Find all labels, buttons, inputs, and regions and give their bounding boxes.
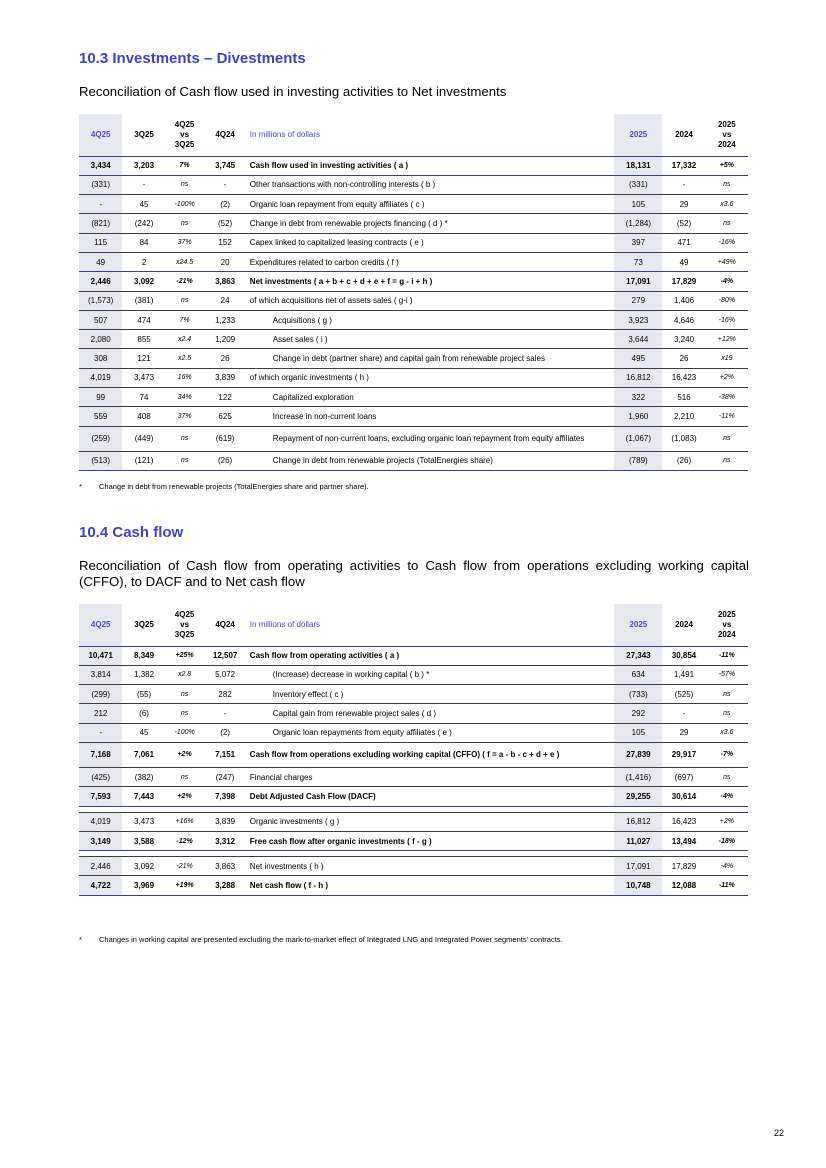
cell-value: 24 (220, 296, 230, 306)
cell-value: (52) (217, 219, 233, 229)
cell-value: 4,646 (674, 315, 695, 325)
cell-value: 37% (177, 239, 192, 247)
cell-value: 507 (79, 310, 122, 329)
table-header (79, 114, 748, 156)
table-row (79, 407, 748, 426)
cell-value: -11% (718, 882, 735, 890)
cell-value: (449) (134, 434, 154, 444)
cell-value: 5,072 (215, 670, 236, 680)
cell-value: 1,233 (215, 315, 236, 325)
cell-value: (242) (134, 219, 154, 229)
cell-value: 3,312 (215, 836, 236, 846)
cell-value: (1,067) (614, 426, 662, 451)
cell-value: -80% (718, 297, 736, 305)
cell-value: 27,343 (614, 646, 662, 665)
cell-value: (697) (674, 772, 694, 782)
cell-value: 3,149 (79, 831, 122, 850)
row-label: Capex linked to capitalized leasing contracts ( e ) (249, 238, 424, 248)
cell-value: - (223, 709, 227, 719)
cell-value: 3,644 (614, 330, 662, 349)
cell-value: -11% (718, 652, 735, 660)
cell-value: 1,491 (674, 670, 695, 680)
cell-value: 12,507 (212, 651, 238, 661)
table-row (79, 349, 748, 368)
cell-value: x2.5 (177, 355, 192, 363)
cell-value: 3,863 (215, 861, 236, 871)
header-4q25-vs-3q25: 4Q25 vs 3Q25 (174, 609, 195, 639)
cell-value: 16,812 (614, 368, 662, 387)
cell-value: (1,284) (614, 214, 662, 233)
cell-value: 11,027 (614, 831, 662, 850)
cell-value: - (79, 195, 122, 214)
cell-value: 3,473 (134, 373, 155, 383)
cell-value: -21% (176, 862, 193, 870)
cell-value: ns (180, 457, 189, 465)
cell-value: (733) (614, 685, 662, 704)
cell-value: 2,446 (79, 857, 122, 876)
cell-value: 397 (614, 233, 662, 252)
cell-value: 7% (179, 162, 190, 170)
cell-value: 37% (177, 413, 192, 420)
cell-value: -16% (718, 239, 736, 247)
header-4q25-vs-3q25: 4Q25 vs 3Q25 (174, 119, 195, 149)
cell-value: ns (723, 690, 731, 698)
cell-value: 74 (139, 392, 149, 402)
row-label: Expenditures related to carbon credits ( f ) (249, 257, 399, 267)
cell-value: 29,917 (671, 750, 697, 760)
cell-value: 3,839 (215, 373, 236, 383)
cell-value: 3,969 (134, 881, 155, 891)
table-row (79, 451, 748, 470)
cell-value: ns (723, 773, 731, 781)
cell-value: 516 (677, 392, 691, 402)
cell-value: 3,814 (79, 665, 122, 684)
cell-value: 7,151 (215, 750, 236, 760)
row-label: Capital gain from renewable project sales ( d ) (272, 709, 436, 719)
cell-value: ns (723, 435, 731, 443)
cell-value: 17,091 (614, 857, 662, 876)
cell-value: 279 (614, 291, 662, 310)
section-title-investments: 10.3 Investments – Divestments (79, 50, 306, 67)
cell-value: -16% (718, 316, 736, 324)
cell-value: 49 (679, 257, 689, 267)
table-row (79, 646, 748, 665)
cell-value: - (142, 180, 146, 190)
row-label: Repayment of non-current loans, excluding organic loan repayment from equity affiliates (272, 433, 585, 443)
cell-value: (382) (134, 772, 154, 782)
cell-value: 105 (614, 723, 662, 742)
table-row (79, 156, 748, 175)
cell-value: 34% (177, 393, 192, 401)
cell-value: +16% (175, 818, 194, 826)
cell-value: x24.5 (176, 258, 194, 266)
cell-value: ns (180, 773, 189, 781)
cell-value: 7,398 (215, 791, 236, 801)
cell-value: (513) (79, 451, 122, 470)
cell-value: 282 (218, 689, 232, 699)
cell-value: x3.6 (720, 729, 734, 737)
cell-value: 495 (614, 349, 662, 368)
row-label: Capitalized exploration (272, 392, 354, 402)
cash-flow-table (79, 604, 748, 896)
cell-value: 17,829 (671, 861, 697, 871)
cell-value: +2% (177, 792, 192, 800)
cell-value: (299) (79, 685, 122, 704)
cell-value: - (223, 180, 227, 190)
table-row (79, 388, 748, 407)
cell-value: x2.4 (177, 335, 192, 343)
cell-value: 7,593 (79, 787, 122, 806)
cell-value: ns (723, 457, 731, 465)
footnote-cash-flow: * Changes in working capital are presented excluding the mark-to-market effect of Integrated LNG and Integrated Power segments' contracts. (79, 935, 563, 944)
cell-value: 3,473 (134, 817, 155, 827)
table-row (79, 685, 748, 704)
header-2024: 2024 (675, 619, 693, 629)
table-row (79, 831, 748, 850)
cell-value: (2) (220, 199, 230, 209)
table-row (79, 767, 748, 786)
cell-value: 10,471 (79, 646, 122, 665)
row-label: Cash flow from operations excluding working capital (CFFO) ( f = a - b - c + d + e ) (249, 749, 560, 759)
cell-value: ns (723, 220, 731, 228)
cell-value: 73 (614, 252, 662, 271)
cell-value: 308 (79, 349, 122, 368)
cell-value: 16,423 (671, 373, 697, 383)
cell-value: 3,092 (134, 276, 155, 286)
cell-value: 26 (679, 354, 689, 364)
cell-value: ns (180, 435, 189, 443)
cell-value: (247) (215, 772, 235, 782)
cell-value: 12,088 (671, 881, 697, 891)
cell-value: 84 (139, 238, 149, 248)
row-label: Organic loan repayments from equity affiliates ( e ) (272, 728, 452, 738)
cell-value: 7,061 (134, 750, 155, 760)
cell-value: ns (180, 690, 189, 698)
cell-value: 49 (79, 252, 122, 271)
table-row (79, 876, 748, 895)
cell-value: 16,812 (614, 812, 662, 831)
cell-value: 17,091 (614, 272, 662, 291)
cell-value: 1,960 (614, 407, 662, 426)
cell-value: (381) (134, 296, 154, 306)
cell-value: 625 (218, 412, 232, 421)
row-label: Net investments ( h ) (249, 861, 324, 871)
cell-value: +2% (719, 818, 734, 826)
cell-value: 3,839 (215, 817, 236, 827)
cell-value: -7% (720, 751, 734, 759)
row-label: Asset sales ( i ) (272, 334, 328, 344)
cell-value: 121 (137, 354, 151, 364)
cell-value: (331) (614, 175, 662, 194)
cell-value: (331) (79, 175, 122, 194)
cell-value: (1,573) (79, 291, 122, 310)
cell-value: x2.8 (177, 671, 192, 679)
cell-value: ns (180, 220, 189, 228)
table-row (79, 665, 748, 684)
row-label: of which acquisitions net of assets sales ( g-i ) (249, 296, 413, 306)
cell-value: 4,019 (79, 368, 122, 387)
table-row (79, 272, 748, 291)
cell-value: 30,614 (671, 791, 697, 801)
cell-value: 408 (137, 412, 151, 421)
cell-value: +2% (719, 374, 734, 382)
row-label: Change in debt from renewable projects financing ( d ) * (249, 219, 448, 229)
header-4q25: 4Q25 (79, 604, 122, 646)
cell-value: 99 (79, 388, 122, 407)
cell-value: (26) (676, 456, 692, 466)
cell-value: x3.6 (720, 200, 734, 208)
cell-value: (259) (79, 426, 122, 451)
table-row (79, 787, 748, 806)
investments-table (79, 114, 748, 471)
row-label: Net cash flow ( f - h ) (249, 881, 329, 891)
table-row (79, 812, 748, 831)
header-2024: 2024 (675, 129, 693, 139)
cell-value: 2 (141, 257, 147, 267)
cell-value: 29 (679, 199, 689, 209)
header-4q24: 4Q24 (215, 619, 235, 629)
cell-value: 3,288 (215, 881, 236, 891)
cell-value: -57% (718, 671, 736, 679)
cell-value: - (682, 709, 686, 719)
cell-value: ns (723, 181, 731, 189)
cell-value: 3,923 (614, 310, 662, 329)
cell-value: (425) (79, 767, 122, 786)
cell-value: 16% (177, 374, 192, 382)
cell-value: 27,839 (614, 742, 662, 767)
cell-value: 13,494 (671, 836, 697, 846)
cell-value: 105 (614, 195, 662, 214)
cell-value: ns (180, 181, 189, 189)
cell-value: 16,423 (671, 817, 697, 827)
table-row (79, 426, 748, 451)
cell-value: 122 (218, 392, 232, 402)
cell-value: x19 (721, 355, 733, 363)
cell-value: 3,203 (134, 161, 155, 171)
header-3q25: 3Q25 (134, 129, 154, 139)
cell-value: 855 (137, 334, 151, 344)
cell-value: 115 (79, 233, 122, 252)
cell-value: 1,209 (215, 334, 236, 344)
cell-value: 1,406 (674, 296, 695, 306)
cell-value: 20 (220, 257, 230, 267)
cell-value: (2) (220, 728, 230, 738)
row-label: Financial charges (249, 772, 313, 782)
cell-value: +25% (175, 652, 194, 660)
table-row (79, 742, 748, 767)
cell-value: - (79, 723, 122, 742)
table-row (79, 723, 748, 742)
cell-value: ns (180, 710, 189, 718)
header-4q24: 4Q24 (215, 129, 235, 139)
cell-value: 2,210 (674, 412, 695, 421)
table-row (79, 175, 748, 194)
cell-value: 3,588 (134, 836, 155, 846)
row-label: Change in debt from renewable projects (TotalEnergies share) (272, 456, 493, 466)
cell-value: 7% (179, 316, 190, 324)
cell-value: 634 (614, 665, 662, 684)
cell-value: -100% (174, 200, 195, 208)
cell-value: (1,416) (614, 767, 662, 786)
row-label: Net investments ( a + b + c + d + e + f = g - i + h ) (249, 276, 433, 286)
cell-value: 4,019 (79, 812, 122, 831)
table-row (79, 330, 748, 349)
cell-value: 17,332 (671, 161, 697, 171)
cell-value: ns (180, 297, 189, 305)
cell-value: -38% (718, 393, 736, 401)
cell-value: -4% (720, 277, 734, 285)
row-label: (Increase) decrease in working capital ( b ) * (272, 670, 430, 680)
cell-value: ns (723, 710, 731, 718)
header-2025: 2025 (614, 114, 662, 156)
cell-value: -11% (718, 413, 735, 420)
cell-value: (619) (215, 434, 235, 444)
row-label: Change in debt (partner share) and capital gain from renewable project sales (272, 353, 545, 363)
cell-value: -100% (174, 729, 195, 737)
cell-value: -21% (176, 277, 193, 285)
row-label: Acquisitions ( g ) (272, 315, 332, 325)
cell-value: 3,863 (215, 276, 236, 286)
page-number: 22 (774, 1128, 785, 1138)
cell-value: 10,748 (614, 876, 662, 895)
table-row (79, 857, 748, 876)
cell-value: 212 (79, 704, 122, 723)
cell-value: 3,092 (134, 861, 155, 871)
cell-value: (525) (674, 689, 694, 699)
cell-value: 474 (137, 315, 151, 325)
cell-value: +12% (717, 335, 736, 343)
table-header (79, 604, 748, 646)
table-row (79, 368, 748, 387)
cell-value: 4,722 (79, 876, 122, 895)
cell-value: 3,240 (674, 334, 695, 344)
cell-value: 152 (218, 238, 232, 248)
cell-value: -12% (176, 837, 193, 845)
section-title-cash-flow: 10.4 Cash flow (79, 524, 184, 541)
cell-value: +19% (175, 882, 194, 890)
row-label: Increase in non-current loans (272, 412, 377, 421)
cell-value: -4% (720, 792, 734, 800)
cell-value: - (682, 180, 686, 190)
row-label: Organic investments ( g ) (249, 817, 340, 827)
cell-value: 17,829 (671, 276, 697, 286)
cell-value: (789) (614, 451, 662, 470)
footnote-investments: * Change in debt from renewable projects (TotalEnergies share and partner share). (79, 482, 369, 491)
cell-value: 29,255 (614, 787, 662, 806)
cell-value: (26) (217, 456, 233, 466)
header-unit-label: In millions of dollars (249, 129, 321, 139)
header-3q25: 3Q25 (134, 619, 154, 629)
table-row (79, 704, 748, 723)
cell-value: 559 (79, 407, 122, 426)
cell-value: 292 (614, 704, 662, 723)
cell-value: 45 (139, 199, 149, 209)
table-row (79, 233, 748, 252)
row-label: Organic loan repayment from equity affiliates ( c ) (249, 199, 425, 209)
cell-value: (52) (676, 219, 692, 229)
cell-value: 30,854 (671, 651, 697, 661)
cell-value: 2,080 (79, 330, 122, 349)
cell-value: (121) (134, 456, 154, 466)
cell-value: 1,382 (134, 670, 155, 680)
table-row (79, 252, 748, 271)
row-label: Free cash flow after organic investments ( f - g ) (249, 836, 432, 846)
cell-value: 26 (220, 354, 230, 364)
header-4q25: 4Q25 (79, 114, 122, 156)
cell-value: +49% (717, 258, 736, 266)
cell-value: 8,349 (134, 651, 155, 661)
row-label: Debt Adjusted Cash Flow (DACF) (249, 791, 376, 801)
cell-value: 29 (679, 728, 689, 738)
table-row (79, 291, 748, 310)
row-label: Cash flow from operating activities ( a ) (249, 651, 400, 661)
row-label: Other transactions with non-controlling interests ( b ) (249, 180, 436, 190)
cell-value: 7,168 (79, 742, 122, 767)
cell-value: 471 (677, 238, 691, 248)
cell-value: 3,745 (215, 161, 236, 171)
cell-value: -18% (718, 837, 736, 845)
cell-value: (6) (139, 709, 149, 719)
cell-value: 3,434 (79, 156, 122, 175)
section-subtitle-investments: Reconciliation of Cash flow used in investing activities to Net investments (79, 84, 507, 99)
header-unit-label: In millions of dollars (249, 619, 321, 629)
row-label: Cash flow used in investing activities ( a ) (249, 161, 409, 171)
header-2025-vs-2024: 2025 vs 2024 (717, 609, 736, 639)
table-row (79, 214, 748, 233)
table-row (79, 310, 748, 329)
section-subtitle-cash-flow: Reconciliation of Cash flow from operating activities to Cash flow from operations excluding working capital (CFFO), to DACF and to Net cash flow (79, 558, 749, 589)
cell-value: 45 (139, 728, 149, 738)
header-2025: 2025 (614, 604, 662, 646)
cell-value: (55) (136, 689, 152, 699)
cell-value: 18,131 (614, 156, 662, 175)
cell-value: 7,443 (134, 791, 155, 801)
cell-value: +2% (177, 751, 192, 759)
cell-value: +5% (719, 162, 734, 170)
header-2025-vs-2024: 2025 vs 2024 (717, 119, 736, 149)
cell-value: (821) (79, 214, 122, 233)
cell-value: 2,446 (79, 272, 122, 291)
cell-value: (1,083) (671, 434, 697, 444)
row-label: of which organic investments ( h ) (249, 373, 369, 383)
table-row (79, 195, 748, 214)
row-label: Inventory effect ( c ) (272, 689, 344, 699)
cell-value: -4% (720, 862, 734, 870)
cell-value: 322 (614, 388, 662, 407)
